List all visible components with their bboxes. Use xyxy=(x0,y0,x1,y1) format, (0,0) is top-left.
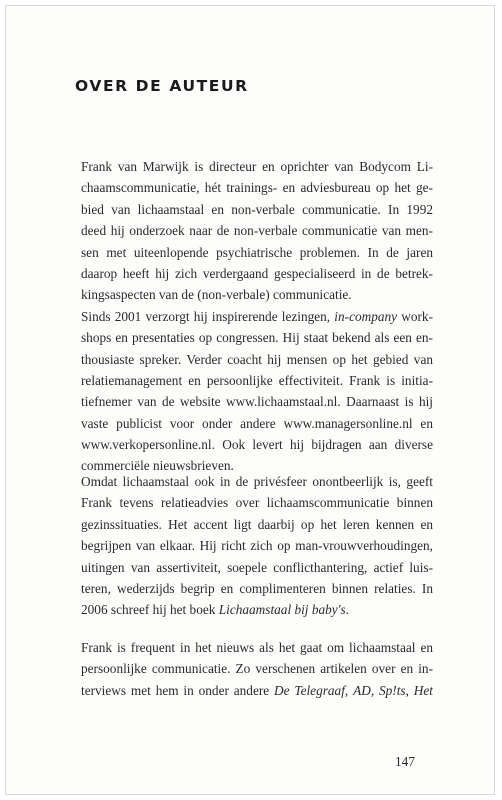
publication-name: AD xyxy=(353,682,371,698)
publication-name: Het xyxy=(413,682,433,698)
text-line: terviews met hem in onder andere De Telegraaf, AD, Sp!ts, Het xyxy=(81,682,433,698)
text-line: deed hij onderzoek naar de non-verbale communicatie van men- xyxy=(81,223,433,239)
text-line: thousiaste spreker. Verder coacht hij mensen op het gebied van xyxy=(81,351,433,367)
text-line: uitingen van assertiviteit, soepele conflicthantering, actief luis- xyxy=(81,559,433,575)
chapter-heading: OVER DE AUTEUR xyxy=(75,77,249,95)
italic-term: in-company xyxy=(334,308,398,324)
text-line: Omdat lichaamstaal ook in de privésfeer onontbeerlijk is, geeft xyxy=(81,474,433,489)
book-page xyxy=(5,5,495,795)
text-line: daarop heeft hij zich verdergaand gespecialiseerd in de betrek- xyxy=(81,265,433,281)
text-line: bied van lichaamstaal en non-verbale communicatie. In 1992 xyxy=(81,201,433,217)
text-line: tiefnemer van de website www.lichaamstaal.nl. Daarnaast is hij xyxy=(81,394,433,410)
book-title: Lichaamstaal bij baby's xyxy=(218,602,346,618)
publication-name: Sp!ts xyxy=(379,682,406,698)
text-line: Frank tevens relatieadvies over lichaamscommunicatie binnen xyxy=(81,495,433,511)
text-line: 2006 schreef hij het boek Lichaamstaal bij baby's. xyxy=(81,602,350,618)
paragraph-1 xyxy=(81,156,433,477)
text-line: persoonlijke communicatie. Zo verschenen artikelen over en in- xyxy=(81,661,433,677)
text-line: commerciële nieuwsbrieven. xyxy=(81,458,234,474)
text-line: gezinssituaties. Het accent ligt daarbij op het leren kennen en xyxy=(81,516,433,532)
text-line: kingsaspecten van de (non-verbale) communicatie. xyxy=(81,287,352,303)
text-line: Frank van Marwijk is directeur en oprichter van Bodycom Li- xyxy=(81,159,433,174)
text-line: Frank is frequent in het nieuws als het gaat om lichaamstaal en xyxy=(81,640,433,655)
text-line: relatiemanagement en persoonlijke effectiviteit. Frank is initia- xyxy=(81,372,433,388)
publication-name: De Telegraaf xyxy=(274,682,345,698)
text-line: chaamscommunicatie, hét trainings- en adviesbureau op het ge- xyxy=(81,180,433,196)
text-line: vaste publicist voor onder andere www.managersonline.nl en xyxy=(81,415,433,431)
text-line: www.verkopersonline.nl. Ook levert hij bijdragen aan diverse xyxy=(81,437,433,453)
text-line: begrijpen van elkaar. Hij richt zich op man-vrouwverhoudingen, xyxy=(81,538,433,554)
text-line: Sinds 2001 verzorgt hij inspirerende lezingen, in-company work- xyxy=(81,308,433,324)
paragraph-2 xyxy=(81,471,433,621)
text-line: sen met uiteenlopende psychiatrische problemen. In de jaren xyxy=(81,244,433,260)
page-number: 147 xyxy=(395,754,415,769)
paragraph-3 xyxy=(81,637,433,701)
text-line: teren, wederzijds begrip en complimenteren binnen relaties. In xyxy=(81,580,433,596)
text-line: shops en presentaties op congressen. Hij staat bekend als een en- xyxy=(81,330,433,346)
